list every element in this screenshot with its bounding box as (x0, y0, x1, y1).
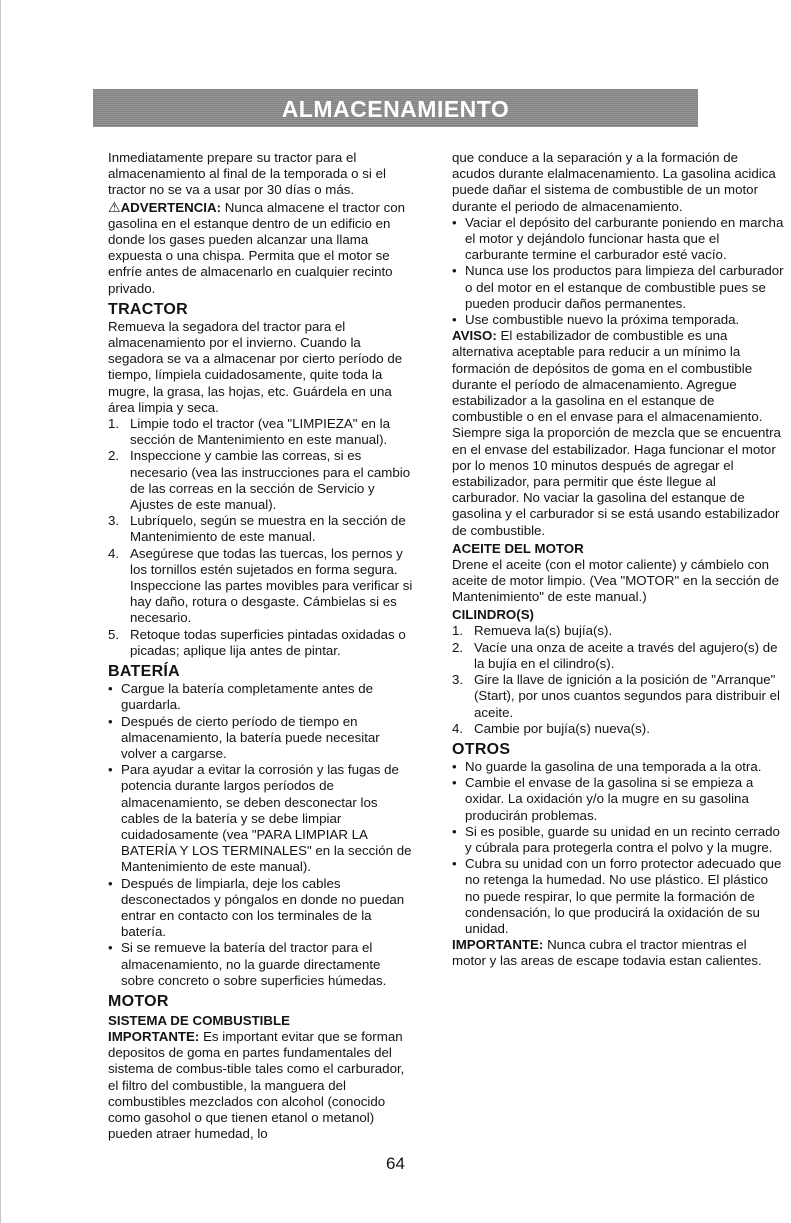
list-item: • Use combustible nuevo la próxima temporada. (452, 312, 784, 328)
bateria-heading: BATERÍA (108, 663, 181, 681)
step-text: Inspeccione y cambie las correas, si es necesario (vea las instrucciones para el cambio de las correas en la sección de Servicio y Ajustes de este manual). (130, 448, 411, 513)
step-text: Limpie todo el tractor (vea "LIMPIEZA" en la sección de Mantenimiento en este manual). (130, 416, 390, 448)
aviso-label: AVISO: (452, 328, 497, 344)
step-number: 4. (452, 720, 464, 736)
list-item: • Después de cierto período de tiempo en almacenamiento, la batería puede necesitar volver a cargarse. (108, 714, 416, 763)
intro-paragraph: Inmediatamente prepare su tractor para el almacenamiento al final de la temporada o si el tractor no se va a usar por 30 días o más. (108, 150, 386, 198)
fuel-bullets-list (452, 215, 784, 328)
list-item: • Para ayudar a evitar la corrosión y las fugas de potencia durante largos períodos de almacenamiento, se deben desconectar los cables de la batería y se debe limpiar cuidadosamente (vea "PARA LIMPIAR LA BATERÍA Y LOS TERMINALES" en la sección de Mantenimiento de este manual). (108, 762, 416, 875)
otros-bullets-list (452, 759, 784, 937)
list-item: • Si es posible, guarde su unidad en un recinto cerrado y cúbrala para protegerla contra el polvo y la mugre. (452, 824, 784, 856)
list-item: • Después de limpiarla, deje los cables desconectados y póngalos en donde no puedan entrar en contacto con los terminales de la batería. (108, 876, 416, 941)
list-item (452, 623, 784, 639)
step-text: Gire la llave de ignición a la posición de "Arranque" (Start), por unos cuantos segundos para distribuir el aceite. (474, 672, 780, 720)
important-text: Nunca cubra el tractor mientras el motor y las areas de escape todavia estan calientes. (452, 937, 762, 969)
right-column (452, 150, 784, 970)
page-title: ALMACENAMIENTO (281, 96, 510, 122)
step-text: Lubríquelo, según se muestra en la sección de Mantenimiento de este manual. (130, 513, 406, 545)
list-item (108, 546, 416, 627)
list-item: • Nunca use los productos para limpieza del carburador o del motor en el estanque de combustible pues se pueden producir daños permanentes. (452, 263, 784, 312)
step-text: Retoque todas superficies pintadas oxidadas o picadas; aplique lija antes de pintar. (130, 626, 406, 658)
list-item (108, 627, 416, 659)
tractor-intro: Remueva la segadora del tractor para el almacenamiento por el invierno. Cuando la segadora se va a almacenar por cierto período de tiempo, límpiela cuidadosamente, quite toda la mugre, la grasa, las hojas, etc. Guárdela en una área limpia y seca. (108, 318, 403, 415)
important-label: IMPORTANTE: (108, 1028, 200, 1044)
warning-label: ADVERTENCIA: (120, 199, 222, 215)
list-item: • No guarde la gasolina de una temporada a la otra. (452, 759, 784, 775)
list-item: • Cubra su unidad con un forro protector adecuado que no retenga la humedad. No use plástico. El plástico no puede respirar, lo que permite la formación de condensación, lo que producirá la oxidación de su unidad. (452, 856, 784, 937)
list-item: • Cargue la batería completamente antes de guardarla. (108, 681, 416, 713)
page-edge-line (0, 0, 1, 1223)
otros-heading: OTROS (452, 740, 511, 758)
aceite-paragraph: Drene el aceite (con el motor caliente) y cámbielo con aceite de motor limpio. (Vea "MOTOR" en la sección de Mantenimiento" de este manual.) (452, 556, 779, 605)
step-number: 4. (108, 545, 120, 561)
page-number: 64 (386, 1154, 405, 1173)
warning-triangle-icon: ⚠ (108, 198, 121, 215)
tractor-heading: TRACTOR (108, 300, 189, 318)
list-item (108, 416, 416, 448)
step-number: 1. (108, 416, 120, 432)
list-item (452, 721, 784, 737)
step-number: 3. (108, 513, 120, 529)
list-item: • Cambie el envase de la gasolina si se empieza a oxidar. La oxidación y/o la mugre en su gasolina producirán problemas. (452, 775, 784, 824)
aviso-paragraph (452, 328, 784, 539)
important-label: IMPORTANTE: (452, 937, 544, 953)
aviso-text: El estabilizador de combustible es una alternativa aceptable para reducir a un mínimo la formación de depósitos de goma en el combustible durante el período de almacenamiento. Agregue estabilizador a la gasolina en el estanque de combustible o en el envase para el almacenamiento. Siempre siga la proporción de mezcla que se encuentra en el envase del estabilizador. Haga funcionar el motor por lo menos 10 minutos después de agregar el estabilizador, para permitir que éste llegue al carburador. No vaciar la gasolina del estanque de gasolina y el carburador si se está usando estabilizador de combustible. (452, 328, 781, 538)
motor-important-paragraph (108, 1029, 416, 1142)
fuel-system-subheading: SISTEMA DE COMBUSTIBLE (108, 1012, 290, 1028)
list-item (108, 448, 416, 513)
important-text: Es important evitar que se forman depositos de goma en partes fundamentales del sistema de combus-tible tales como el carburador, el filtro del combustible, la manguera del combustibles mezclados con alcohol (conocido como gasohol o que tienen etanol o metanol) pueden atraer humedad, lo (108, 1028, 405, 1142)
list-item (452, 672, 784, 721)
step-text: Vacíe una onza de aceite a través del agujero(s) de la bujía en el cilindro(s). (474, 639, 778, 671)
motor-heading: MOTOR (108, 992, 169, 1010)
cilindros-steps-list (452, 623, 784, 736)
step-number: 2. (108, 448, 120, 464)
warning-paragraph (108, 199, 416, 297)
step-number: 5. (108, 626, 120, 642)
step-number: 1. (452, 623, 464, 639)
list-item (108, 513, 416, 545)
list-item: • Si se remueve la batería del tractor para el almacenamiento, no la guarde directamente sobre concreto o sobre superficies húmedas. (108, 940, 416, 989)
aceite-heading: ACEITE DEL MOTOR (452, 540, 584, 556)
otros-important-paragraph (452, 937, 784, 969)
warning-text: Nunca almacene el tractor con gasolina en el estanque dentro de un edificio en donde los gases pueden alcanzar una llama expuesta o una chispa. Permita que el motor se enfríe antes de almacenarlo en cualquier recinto privado. (108, 199, 406, 296)
list-item: • Vaciar el depósito del carburante poniendo en marcha el motor y dejándolo funcionar hasta que el carburante termine el carburador esté vacío. (452, 215, 784, 264)
section-banner (93, 89, 698, 127)
left-column (108, 150, 416, 1142)
step-text: Cambie por bujía(s) nueva(s). (474, 720, 650, 736)
list-item (452, 640, 784, 672)
continued-paragraph: que conduce a la separación y a la formación de acudos durante elalmacenamiento. La gasolina acidica puede dañar el sistema de combustible de un motor durante el periodo de almacenamiento. (452, 150, 776, 214)
cilindros-heading: CILINDRO(S) (452, 607, 534, 623)
bateria-bullets-list (108, 681, 416, 989)
step-number: 2. (452, 639, 464, 655)
tractor-steps-list (108, 416, 416, 659)
step-number: 3. (452, 672, 464, 688)
step-text: Remueva la(s) bujía(s). (474, 623, 613, 639)
step-text: Asegúrese que todas las tuercas, los pernos y los tornillos estén sujetados en forma segura. Inspeccione las partes movibles para verificar si hay daño, rotura o desgaste. Cámbielas si es necesario. (130, 545, 413, 626)
